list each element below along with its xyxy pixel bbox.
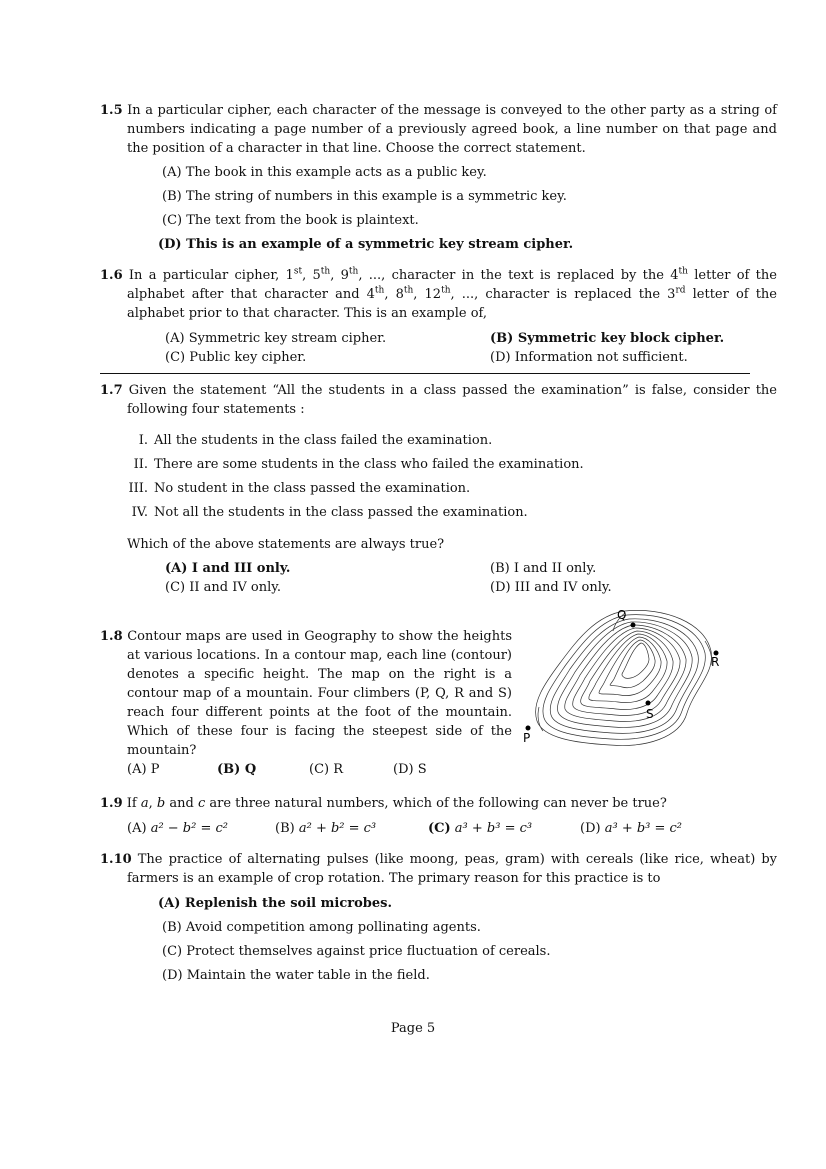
option-a-correct: (A) I and III only. bbox=[165, 561, 291, 576]
option-d: (D) a³ + b³ = c² bbox=[580, 821, 683, 836]
option-b: (B) Avoid competition among pollinating agents. bbox=[162, 920, 481, 935]
option-c: (C) Protect themselves against price fluctuation of cereals. bbox=[162, 944, 551, 959]
section-divider bbox=[100, 373, 750, 374]
question-1-8 bbox=[100, 627, 512, 760]
question-prompt: Which of the above statements are always true? bbox=[127, 537, 445, 552]
contour-lines bbox=[536, 610, 712, 745]
option-b-correct: (B) Symmetric key block cipher. bbox=[490, 331, 725, 346]
statement-iii: III. No student in the class passed the examination. bbox=[128, 481, 471, 496]
option-b: (B) a² + b² = c³ bbox=[275, 821, 377, 836]
statement-ii: II. There are some students in the class who failed the examination. bbox=[133, 457, 584, 472]
map-label-r: R bbox=[711, 655, 720, 669]
question-number: 1.6 bbox=[100, 268, 123, 283]
question-1-6 bbox=[100, 266, 777, 323]
option-a: (A) Symmetric key stream cipher. bbox=[165, 331, 387, 346]
point-q-marker bbox=[631, 623, 636, 628]
option-a: (A) The book in this example acts as a public key. bbox=[162, 165, 487, 180]
option-d: (D) Information not sufficient. bbox=[490, 350, 688, 365]
statement-iv: IV. Not all the students in the class passed the examination. bbox=[131, 505, 528, 520]
option-a: (A) a² − b² = c² bbox=[127, 821, 228, 836]
question-number: 1.5 bbox=[100, 103, 123, 118]
option-c: (C) II and IV only. bbox=[165, 580, 281, 595]
option-b: (B) The string of numbers in this example is a symmetric key. bbox=[162, 189, 567, 204]
question-text: In a particular cipher, each character of the message is conveyed to the other party as a string of numbers indicating a page number of a previously agreed book, a line number on that page and the position of a character in that line. Choose the correct statement. bbox=[127, 103, 777, 156]
contour-map-figure bbox=[515, 603, 730, 753]
question-1-7 bbox=[100, 381, 777, 419]
page-number: Page 5 bbox=[390, 1021, 436, 1036]
map-label-q: Q bbox=[617, 608, 627, 622]
option-d: (D) S bbox=[393, 762, 427, 777]
option-d: (D) III and IV only. bbox=[490, 580, 612, 595]
question-1-10 bbox=[100, 850, 777, 888]
option-c-correct: (C) a³ + b³ = c³ bbox=[428, 821, 533, 836]
question-text: Contour maps are used in Geography to show the heights at various locations. In a contour map, each line (contour) denotes a specific height. The map on the right is a contour map of a mountain. Four climbers (P, Q, R and S) reach four different points at the foot of the mountain. Which of these four is facing the steepest side of the mountain? bbox=[127, 629, 512, 758]
question-number: 1.10 bbox=[100, 852, 132, 867]
map-label-p: P bbox=[523, 731, 531, 745]
question-text: The practice of alternating pulses (like moong, peas, gram) with cereals (like rice, wheat) by farmers is an example of crop rotation. The primary reason for this practice is to bbox=[127, 852, 778, 886]
option-a-correct: (A) Replenish the soil microbes. bbox=[158, 896, 392, 911]
option-c: (C) R bbox=[309, 762, 344, 777]
option-c: (C) The text from the book is plaintext. bbox=[162, 213, 419, 228]
question-1-9 bbox=[100, 794, 777, 813]
point-s-marker bbox=[646, 701, 651, 706]
option-b-correct: (B) Q bbox=[217, 762, 257, 777]
map-label-s: S bbox=[646, 707, 654, 721]
question-1-5 bbox=[100, 101, 777, 158]
question-text: In a particular cipher, 1st, 5th, 9th, ..., character in the text is replaced by the 4th letter of the alphabet after that character and 4th, 8th, 12th, ..., character is replaced the 3rd letter of the alphabet prior to that character. This is an example of, bbox=[127, 266, 777, 321]
question-number: 1.8 bbox=[100, 629, 123, 644]
option-b: (B) I and II only. bbox=[490, 561, 597, 576]
option-c: (C) Public key cipher. bbox=[165, 350, 307, 365]
question-text: Given the statement “All the students in a class passed the examination” is false, consider the following four statements : bbox=[127, 383, 777, 417]
option-a: (A) P bbox=[127, 762, 160, 777]
question-number: 1.9 bbox=[100, 796, 123, 811]
question-text: If a, b and c are three natural numbers, which of the following can never be true? bbox=[126, 796, 667, 811]
point-p-marker bbox=[526, 726, 531, 731]
question-number: 1.7 bbox=[100, 383, 123, 398]
option-d-correct: (D) This is an example of a symmetric key stream cipher. bbox=[158, 237, 574, 252]
statement-i: I. All the students in the class failed the examination. bbox=[138, 433, 493, 448]
option-d: (D) Maintain the water table in the field. bbox=[162, 968, 430, 983]
